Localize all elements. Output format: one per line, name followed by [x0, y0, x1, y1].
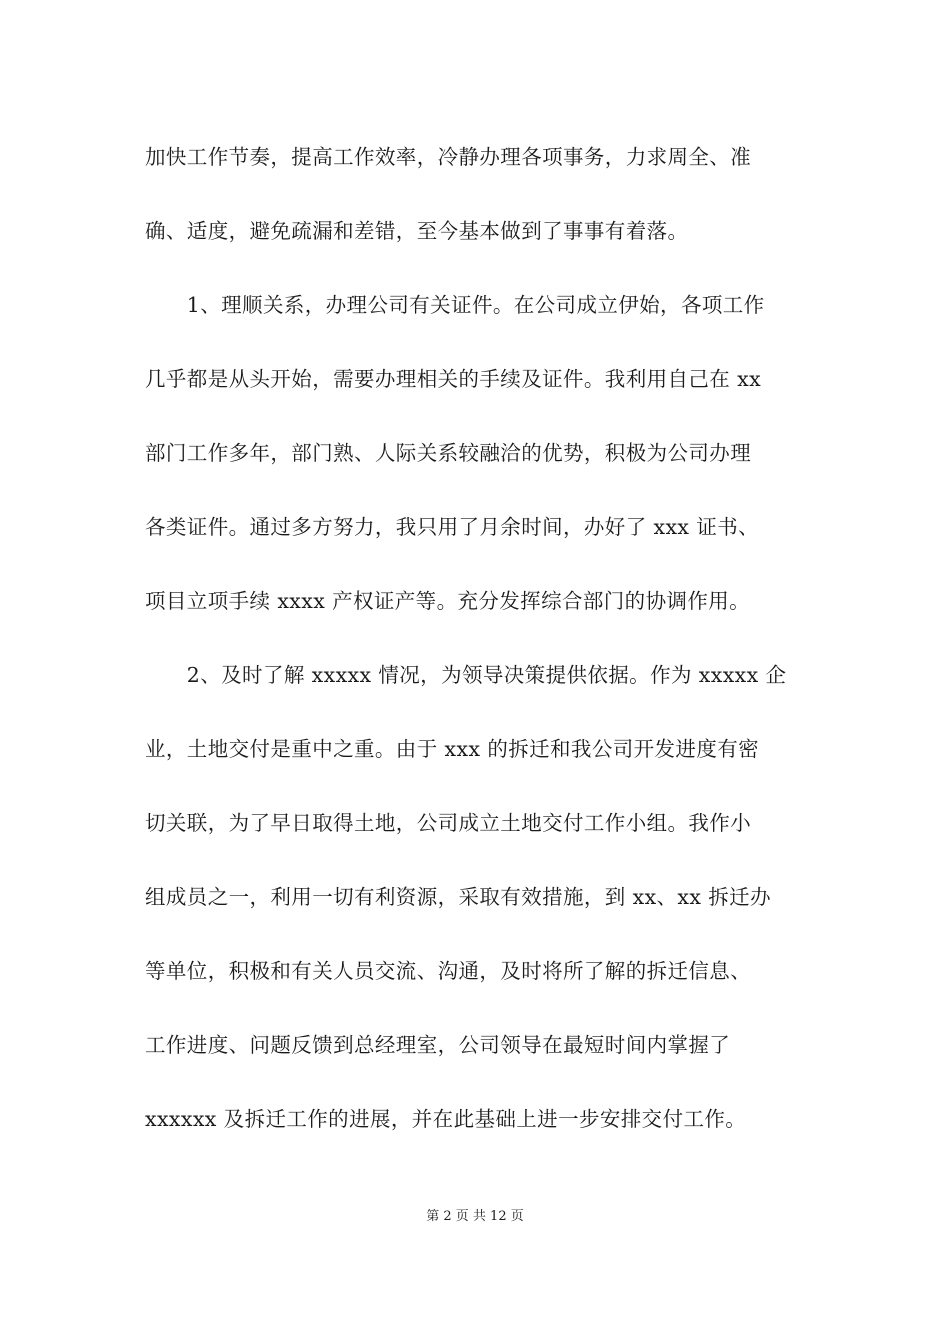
body-text-line: 确、适度，避免疏漏和差错，至今基本做到了事事有着落。	[145, 219, 689, 243]
body-text-line: 2、及时了解 xxxxx 情况，为领导决策提供依据。作为 xxxxx 企	[145, 663, 787, 687]
body-text-line: 加快工作节奏，提高工作效率，冷静办理各项事务，力求周全、准	[145, 145, 752, 169]
body-text-line: 工作进度、问题反馈到总经理室，公司领导在最短时间内掌握了	[145, 1033, 731, 1057]
page-number-footer: 第 2 页 共 12 页	[426, 1209, 524, 1224]
body-text-line: 切关联，为了早日取得土地，公司成立土地交付工作小组。我作小	[145, 811, 752, 835]
body-text-line: 业，土地交付是重中之重。由于 xxx 的拆迁和我公司开发进度有密	[145, 737, 760, 761]
body-text-line: xxxxxx 及拆迁工作的进展，并在此基础上进一步安排交付工作。	[145, 1107, 747, 1131]
body-text-line: 各类证件。通过多方努力，我只用了月余时间，办好了 xxx 证书、	[145, 515, 760, 539]
body-text-line: 1、理顺关系，办理公司有关证件。在公司成立伊始，各项工作	[145, 293, 765, 317]
body-text-line: 组成员之一，利用一切有利资源，采取有效措施，到 xx、xx 拆迁办	[145, 885, 771, 909]
body-text-line: 等单位，积极和有关人员交流、沟通，及时将所了解的拆迁信息、	[145, 959, 752, 983]
body-text-line: 几乎都是从头开始，需要办理相关的手续及证件。我利用自己在 xx	[145, 367, 762, 391]
body-text-line: 部门工作多年，部门熟、人际关系较融洽的优势，积极为公司办理	[145, 441, 752, 465]
body-text-line: 项目立项手续 xxxx 产权证产等。充分发挥综合部门的协调作用。	[145, 589, 751, 613]
